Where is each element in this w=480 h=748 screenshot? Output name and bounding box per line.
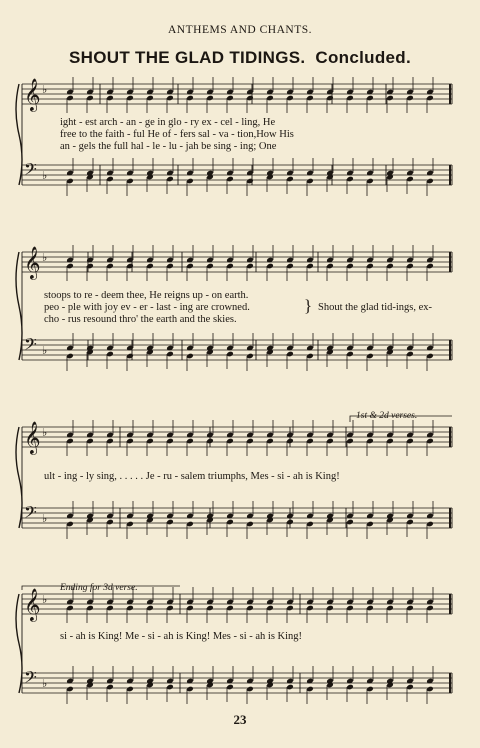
page-number: 23 (233, 712, 247, 727)
running-header: ANTHEMS AND CHANTS. (168, 24, 312, 36)
bass-clef-icon: 𝄢 (24, 159, 37, 183)
key-flat-icon: ♭ (42, 83, 48, 96)
lyric-line: ult - ing - ly sing, . . . . . Je - ru - salem triumphs, Mes - si - ah is King! (44, 471, 340, 482)
treble-clef-icon: 𝄞 (24, 421, 41, 454)
key-flat-icon: ♭ (42, 169, 48, 182)
bass-clef-icon: 𝄢 (24, 334, 37, 358)
key-flat-icon: ♭ (42, 512, 48, 525)
system-brace (16, 84, 22, 185)
key-flat-icon: ♭ (42, 593, 48, 606)
key-flat-icon: ♭ (42, 344, 48, 357)
lyric-line: si - ah is King! Me - si - ah is King! Mes - si - ah is King! (60, 631, 303, 642)
title-subtitle: Concluded. (315, 48, 411, 67)
treble-clef-icon: 𝄞 (24, 588, 41, 621)
lyric-line: Shout the glad tid-ings, ex- (318, 302, 433, 313)
ending-label: Ending for 3d verse. (60, 583, 138, 593)
system-brace (16, 594, 22, 693)
lyric-line: free to the faith - ful He of - fers sal - va - tion,How His (60, 129, 294, 140)
verse-brace: } (304, 296, 313, 315)
key-flat-icon: ♭ (42, 426, 48, 439)
treble-clef-icon: 𝄞 (24, 78, 41, 111)
lyric-line: ight - est arch - an - ge in glo - ry ex - cel - ling, He (60, 117, 276, 128)
system-brace (16, 427, 22, 528)
lyric-line: cho - rus resound thro' the earth and the skies. (44, 314, 237, 325)
bass-clef-icon: 𝄢 (24, 667, 37, 691)
bass-clef-icon: 𝄢 (24, 502, 37, 526)
lyric-line: peo - ple with joy ev - er - last - ing are crowned. (44, 302, 250, 313)
lyric-line: stoops to re - deem thee, He reigns up - on earth. (44, 290, 249, 301)
key-flat-icon: ♭ (42, 677, 48, 690)
key-flat-icon: ♭ (42, 251, 48, 264)
title-text: SHOUT THE GLAD TIDINGS. (69, 48, 306, 67)
treble-clef-icon: 𝄞 (24, 246, 41, 279)
system-brace (16, 252, 22, 360)
lyric-line: an - gels the full hal - le - lu - jah be sing - ing; One (60, 141, 277, 152)
volta-label: 1st & 2d verses. (356, 411, 418, 421)
